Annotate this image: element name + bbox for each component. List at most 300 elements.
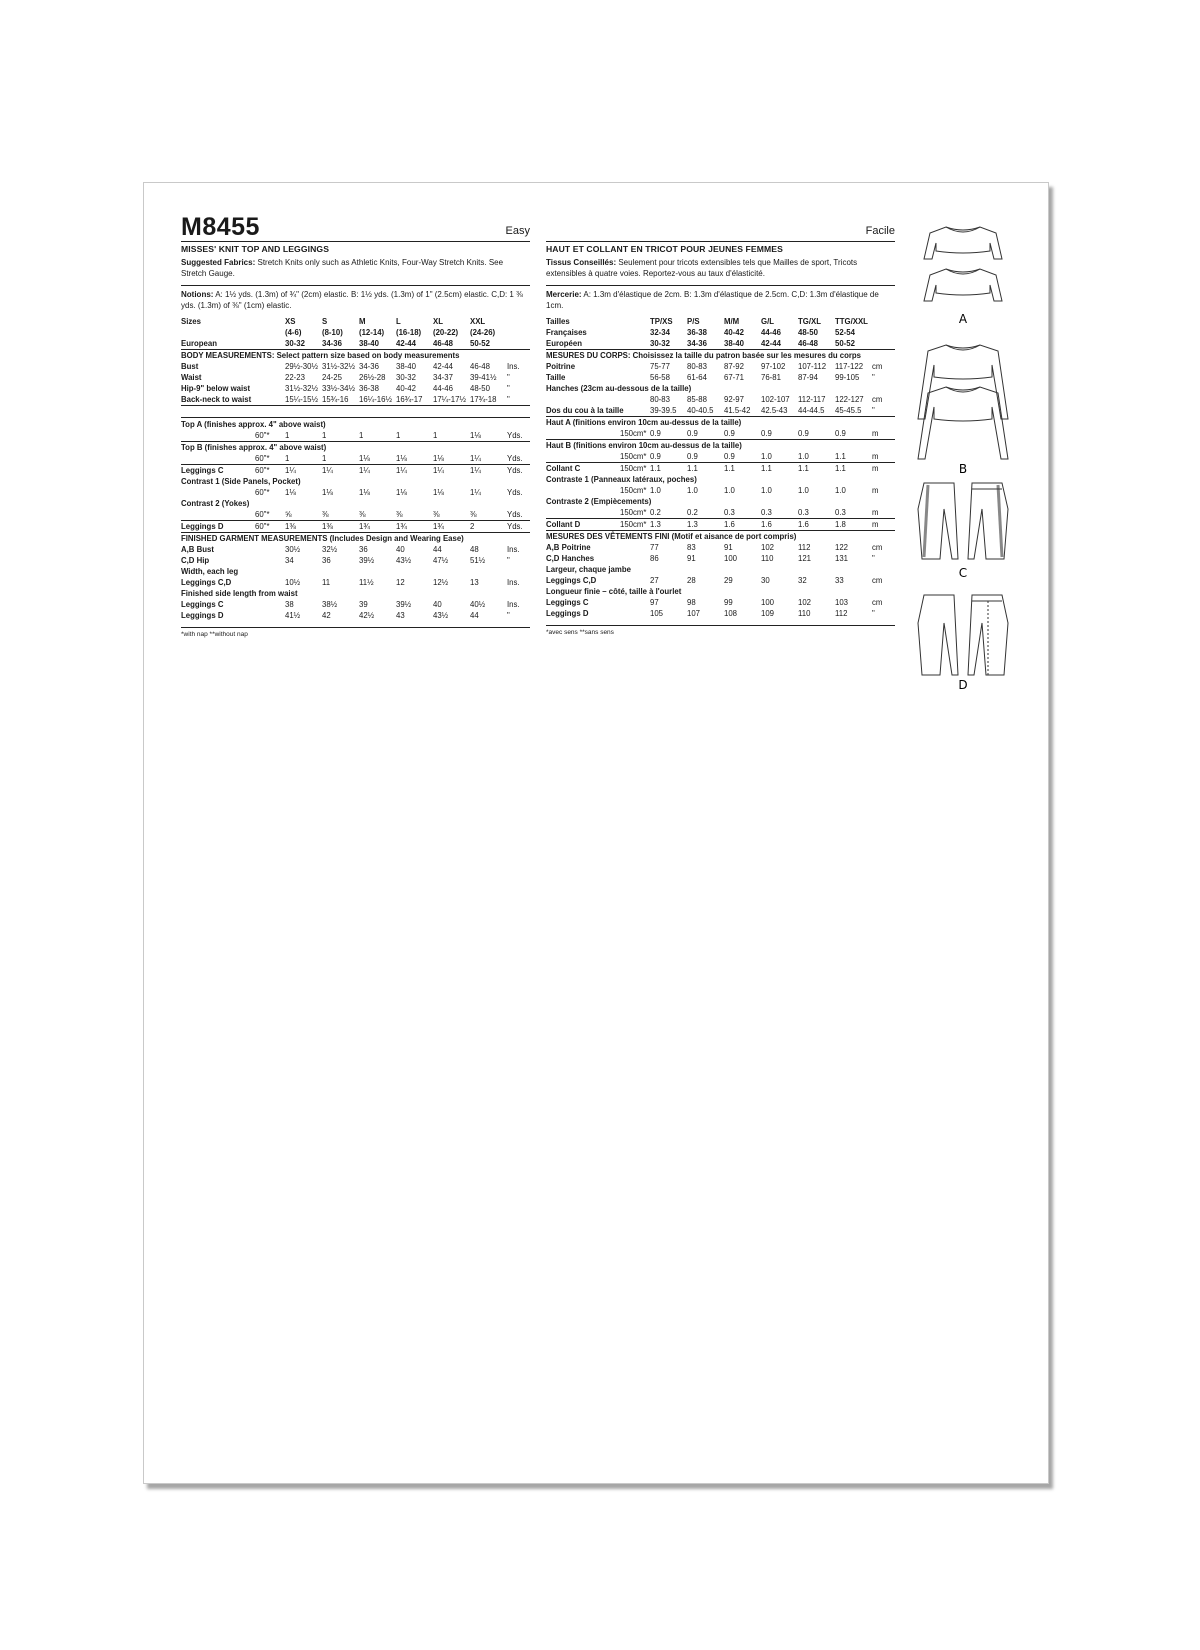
unit: Yds. [507,488,523,497]
size-value: 24-25 [322,373,342,382]
size-value: 51½ [470,556,486,565]
size-value: 102 [761,543,775,552]
size-value: 87-94 [798,373,818,382]
size-value: 75-77 [650,362,670,371]
size-value: TTG/XXL [835,317,868,326]
table-row [181,338,530,350]
size-value: 87-92 [724,362,744,371]
size-value: (8-10) [322,328,343,337]
size-value: 80-83 [650,395,670,404]
size-value: 42.5-43 [761,405,798,417]
fabric-width [620,608,650,619]
size-value: 1¼ [285,466,296,475]
size-value: 1.1 [835,464,846,473]
size-value: 40-40.5 [687,405,724,417]
size-value: M [359,317,366,326]
size-value: 105 [650,609,664,618]
unit: Yds. [507,453,530,465]
size-value: 34-36 [687,338,724,350]
english-column [181,219,530,638]
row-label: Back-neck to waist [181,394,255,406]
fabric-width [620,372,650,383]
size-value: (20-22) [433,328,459,337]
size-value: 122 [835,543,849,552]
size-value: 43 [396,611,405,620]
size-value: 0.3 [798,507,835,519]
size-value: 2 [470,521,507,533]
section-heading: Contraste 2 (Empiècements) [546,497,652,506]
size-value: 0.9 [687,428,724,440]
size-value: 1.1 [724,464,735,473]
row-label [546,394,620,405]
size-value: 42 [322,611,331,620]
size-value: 46-48 [798,338,835,350]
table-row [181,350,530,362]
section-heading: Contraste 1 (Panneaux latéraux, poches) [546,475,697,484]
french-column [546,219,895,636]
size-value: 30½ [285,545,301,554]
unit: m [872,451,895,463]
size-value: 40 [396,545,405,554]
unit: " [507,394,530,406]
size-value: 29½-30½ [285,362,318,371]
row-label [181,406,255,418]
table-row [181,544,530,555]
size-value: 1¼ [470,488,481,497]
section-heading: BODY MEASUREMENTS: Select pattern size based on body measurements [181,351,460,360]
size-value: 38½ [322,600,338,609]
size-value: 86 [650,554,659,563]
size-value: 39½ [359,556,375,565]
size-value [396,406,433,418]
unit: cm [872,543,883,552]
table-row [546,564,895,575]
view-label-c: C [958,566,968,580]
unit: m [872,464,879,473]
footnote-fr: *avec sens **sans sens [546,629,614,636]
size-value: 1⅛ [433,488,444,497]
size-value [322,406,359,418]
size-value: 30 [761,576,770,585]
size-value: TP/XS [650,317,673,326]
row-label: Leggings C [181,600,224,609]
unit: Ins. [507,578,520,587]
size-value: 48-50 [470,384,490,393]
size-value: 1¼ [433,466,444,475]
notions-fr: Mercerie: A: 1.3m d'élastique de 2cm. B: 1.3m d'élastique de 2.5cm. C,D: 1.3m d'élastique de 1cm. [546,285,895,311]
pattern-title-fr: HAUT ET COLLANT EN TRICOT POUR JEUNES FEMMES [546,244,783,254]
size-value: 1⅛ [322,488,333,497]
fabric-width: 60"* [255,488,270,497]
size-value: 26½-28 [359,373,386,382]
size-value: 107-112 [798,362,827,371]
table-row [546,519,895,531]
unit [507,406,530,418]
size-value: 0.9 [687,451,724,463]
size-value: 1 [285,453,322,465]
size-value: 1 [322,453,359,465]
difficulty-label-fr: Facile [865,225,895,237]
size-value: ⅜ [396,509,433,521]
size-value: 1⅛ [433,453,470,465]
table-row [546,575,895,586]
size-value: 39½ [396,600,412,609]
size-value: 16¾-17 [396,394,433,406]
fabric-width: 150cm* [620,519,650,531]
size-value: 1.6 [724,519,761,531]
fabric-width [620,575,650,586]
size-value: 44-46 [761,328,781,337]
table-row [181,487,530,498]
size-value: 1.0 [687,486,698,495]
size-value: 46-48 [470,362,490,371]
section-heading: Contrast 1 (Side Panels, Pocket) [181,477,301,486]
size-value: 0.9 [835,428,872,440]
table-row [181,521,530,533]
size-value: 112 [835,609,848,618]
size-value: 41.5-42 [724,405,761,417]
table-row [181,327,530,338]
unit: " [872,405,895,417]
fabric-width [620,597,650,608]
unit: cm [872,598,883,607]
size-value: 29 [724,576,733,585]
size-value: 1.8 [835,519,872,531]
unit: m [872,519,895,531]
unit [507,316,530,327]
fabric-width: 60"* [255,453,285,465]
size-value: 42½ [359,611,375,620]
row-label: Leggings C [546,598,589,607]
size-value: 1¼ [322,466,333,475]
size-value: 45-45.5 [835,405,872,417]
size-value: 0.9 [650,451,687,463]
top-b-sketch [918,345,1008,459]
size-value: ⅜ [433,509,470,521]
size-value: M/M [724,317,740,326]
table-row [181,588,530,599]
fabric-width [255,599,285,610]
table-row [546,372,895,383]
size-value: 31½-32½ [322,362,355,371]
size-value: 100 [761,598,775,607]
size-value: 48 [470,545,479,554]
size-value: 61-64 [687,373,707,382]
fabric-width [255,544,285,555]
section-heading: MESURES DU CORPS: Choisissez la taille du patron basée sur les mesures du corps [546,351,861,360]
size-value: 40 [433,600,442,609]
table-row [181,599,530,610]
size-value: 41½ [285,611,301,620]
fabric-width [255,361,285,372]
table-row [546,327,895,338]
unit: Yds. [507,430,530,442]
size-value [470,406,507,418]
row-label [181,453,255,465]
size-value: 1.3 [687,519,724,531]
size-value: 44-46 [433,384,453,393]
size-value: 28 [687,576,696,585]
fabric-width [255,555,285,566]
table-row [546,531,895,543]
size-value: 1 [433,430,470,442]
size-value: 110 [798,609,811,618]
table-row [546,507,895,519]
size-value: ⅜ [470,509,507,521]
size-value: 0.9 [761,428,798,440]
size-value: 34-36 [322,338,359,350]
unit: " [507,384,510,393]
row-label: C,D Hanches [546,554,595,563]
table-row [181,533,530,545]
size-value [285,406,322,418]
fabric-width [620,542,650,553]
row-label [181,430,255,442]
size-value: 1¼ [470,466,481,475]
size-value: 32½ [322,545,338,554]
size-value: (24-26) [470,328,496,337]
table-row [546,350,895,362]
size-value: ⅜ [322,509,359,521]
row-label: Européen [546,338,620,350]
size-value: 0.2 [687,507,724,519]
row-label: Poitrine [546,362,576,371]
size-value: 0.3 [761,507,798,519]
size-value: 27 [650,576,659,585]
fabric-width: 150cm* [620,486,647,495]
size-value: 39 [359,600,368,609]
table-row [546,463,895,475]
section-heading: Largeur, chaque jambe [546,565,631,574]
fabric-width [620,338,650,350]
size-value: 91 [687,554,696,563]
row-label: Taille [546,373,566,382]
view-label-a: A [958,312,968,326]
section-heading: MESURES DES VÊTEMENTS FINI (Motif et aisance de port compris) [546,532,797,541]
size-value: (12-14) [359,328,385,337]
table-row [181,476,530,487]
section-heading: Contrast 2 (Yokes) [181,499,250,508]
size-value: 17¼-17½ [433,394,470,406]
size-value: 42-44 [433,362,453,371]
difficulty-label: Easy [505,225,530,237]
size-value: 0.9 [650,428,687,440]
unit: m [872,428,895,440]
row-label: Leggings C [181,466,224,475]
size-value: 1.0 [761,451,798,463]
suggested-fabrics: Suggested Fabrics: Stretch Knits only such as Athletic Knits, Four-Way Stretch Knits. See Stretch Gauge. [181,258,504,278]
table-row [546,405,895,417]
size-value: 44 [470,611,479,620]
size-value: 1.1 [798,464,809,473]
size-value: 1.1 [835,451,872,463]
size-value: 108 [724,609,738,618]
unit: cm [872,395,883,404]
unit [507,327,530,338]
row-label: C,D Hip [181,556,210,565]
fabric-width [255,577,285,588]
size-value: 1¼ [470,453,507,465]
size-value: 39-41½ [470,373,497,382]
fabric-width: 150cm* [620,464,647,473]
row-label: Hip-9" below waist [181,384,251,393]
table-row [546,586,895,597]
size-value: 67-71 [724,373,744,382]
size-value: 30-32 [285,338,322,350]
size-value: 1.0 [798,486,809,495]
size-value: 92-97 [724,395,744,404]
table-row [181,406,530,418]
unit: Yds. [507,509,530,521]
unit: Ins. [507,545,520,554]
fabric-width: 60"* [255,509,285,521]
size-value: 77 [650,543,659,552]
size-value: 40-42 [724,328,744,337]
size-value: 102 [798,598,812,607]
size-value: 112-117 [798,395,826,404]
section-heading: Longueur finie – côté, taille à l'ourlet [546,587,682,596]
table-row [546,417,895,429]
section-heading: Width, each leg [181,567,239,576]
table-row [546,553,895,564]
table-row [546,383,895,394]
fabric-width: 60"* [255,466,270,475]
size-value: 131 [835,554,849,563]
row-label: Françaises [546,328,587,337]
size-value: 36-38 [687,328,707,337]
size-value: 33½-34½ [322,384,355,393]
size-value: 1⅛ [396,488,407,497]
fabric-width [255,338,285,350]
row-label [546,485,620,496]
size-value: 46-48 [433,338,470,350]
section-heading: FINISHED GARMENT MEASUREMENTS (Includes Design and Wearing Ease) [181,534,464,543]
row-label [181,487,255,498]
row-label [546,428,620,440]
size-value: 83 [687,543,696,552]
table-row [181,465,530,477]
fabric-width [620,553,650,564]
size-value: 47½ [433,556,449,565]
unit [507,338,530,350]
size-value: 43½ [433,611,449,620]
size-value: 48-50 [798,328,818,337]
table-row [546,394,895,405]
table-row [181,453,530,465]
size-value: 1 [322,430,359,442]
table-row [546,474,895,485]
table-row [181,361,530,372]
section-heading: Top A (finishes approx. 4" above waist) [181,418,530,431]
size-value: 15¾-16 [322,394,359,406]
size-value: 1⅛ [470,430,507,442]
fabric-width: 60"* [255,430,285,442]
table-row [181,430,530,442]
table-row [546,338,895,350]
size-value: 1.3 [650,519,687,531]
size-value: 1.6 [798,519,835,531]
unit: " [872,554,875,563]
size-value: 97-102 [761,362,786,371]
row-label: Leggings D [181,521,255,533]
size-value: 39-39.5 [650,405,687,417]
size-value: 52-54 [835,328,855,337]
footnote: *with nap **without nap [181,631,248,638]
size-value: 97 [650,598,659,607]
table-row [546,440,895,452]
size-value: 34-37 [433,373,453,382]
unit: Ins. [507,600,520,609]
size-value: 1.0 [650,486,661,495]
row-label: Leggings D [546,609,589,618]
unit: " [507,556,510,565]
fabric-width [620,327,650,338]
size-value: 34-36 [359,362,379,371]
size-value: 11 [322,578,331,587]
size-value: 107 [687,609,701,618]
unit: m [872,486,879,495]
fabric-width: 150cm* [620,428,650,440]
size-value: 17¾-18 [470,394,507,406]
size-yardage-table [181,316,530,621]
size-value: XL [433,317,443,326]
unit: " [872,609,875,618]
table-row [546,485,895,496]
table-row [181,509,530,521]
size-value: 1¾ [359,521,396,533]
unit: cm [872,362,883,371]
size-value: ⅝ [285,509,322,521]
size-value: 40½ [470,600,486,609]
table-row [181,498,530,509]
size-value: 33 [835,576,844,585]
unit: m [872,507,895,519]
row-label: A,B Bust [181,545,214,554]
size-value: 1.0 [724,486,735,495]
row-label: Collant D [546,519,620,531]
size-value: 1.1 [650,464,661,473]
fabric-width: 60"* [255,521,285,533]
table-row [546,597,895,608]
row-label [181,509,255,521]
fabric-width [255,316,285,327]
unit: " [507,373,510,382]
size-value: (4-6) [285,328,302,337]
unit: " [507,611,510,620]
section-heading: Top B (finishes approx. 4" above waist) [181,443,327,452]
size-value: 44-44.5 [798,405,835,417]
pattern-number: M8455 [181,213,260,241]
size-value: P/S [687,317,700,326]
row-label: Leggings D [181,611,224,620]
size-value [433,406,470,418]
size-value: 0.9 [798,428,835,440]
size-value: 1⅛ [359,488,370,497]
table-row [181,577,530,588]
fabric-width [620,316,650,327]
size-value: 100 [724,554,738,563]
row-label: Bust [181,362,199,371]
size-value: 1¼ [396,466,407,475]
unit: Ins. [507,362,520,371]
size-value: 99-105 [835,373,860,382]
size-value: 50-52 [835,338,872,350]
size-value: 31½-32½ [285,384,318,393]
size-value: 16¼-16½ [359,394,396,406]
section-heading: Hanches (23cm au-dessous de la taille) [546,384,692,393]
row-label: Leggings C,D [546,576,597,585]
row-label: Collant C [546,464,581,473]
